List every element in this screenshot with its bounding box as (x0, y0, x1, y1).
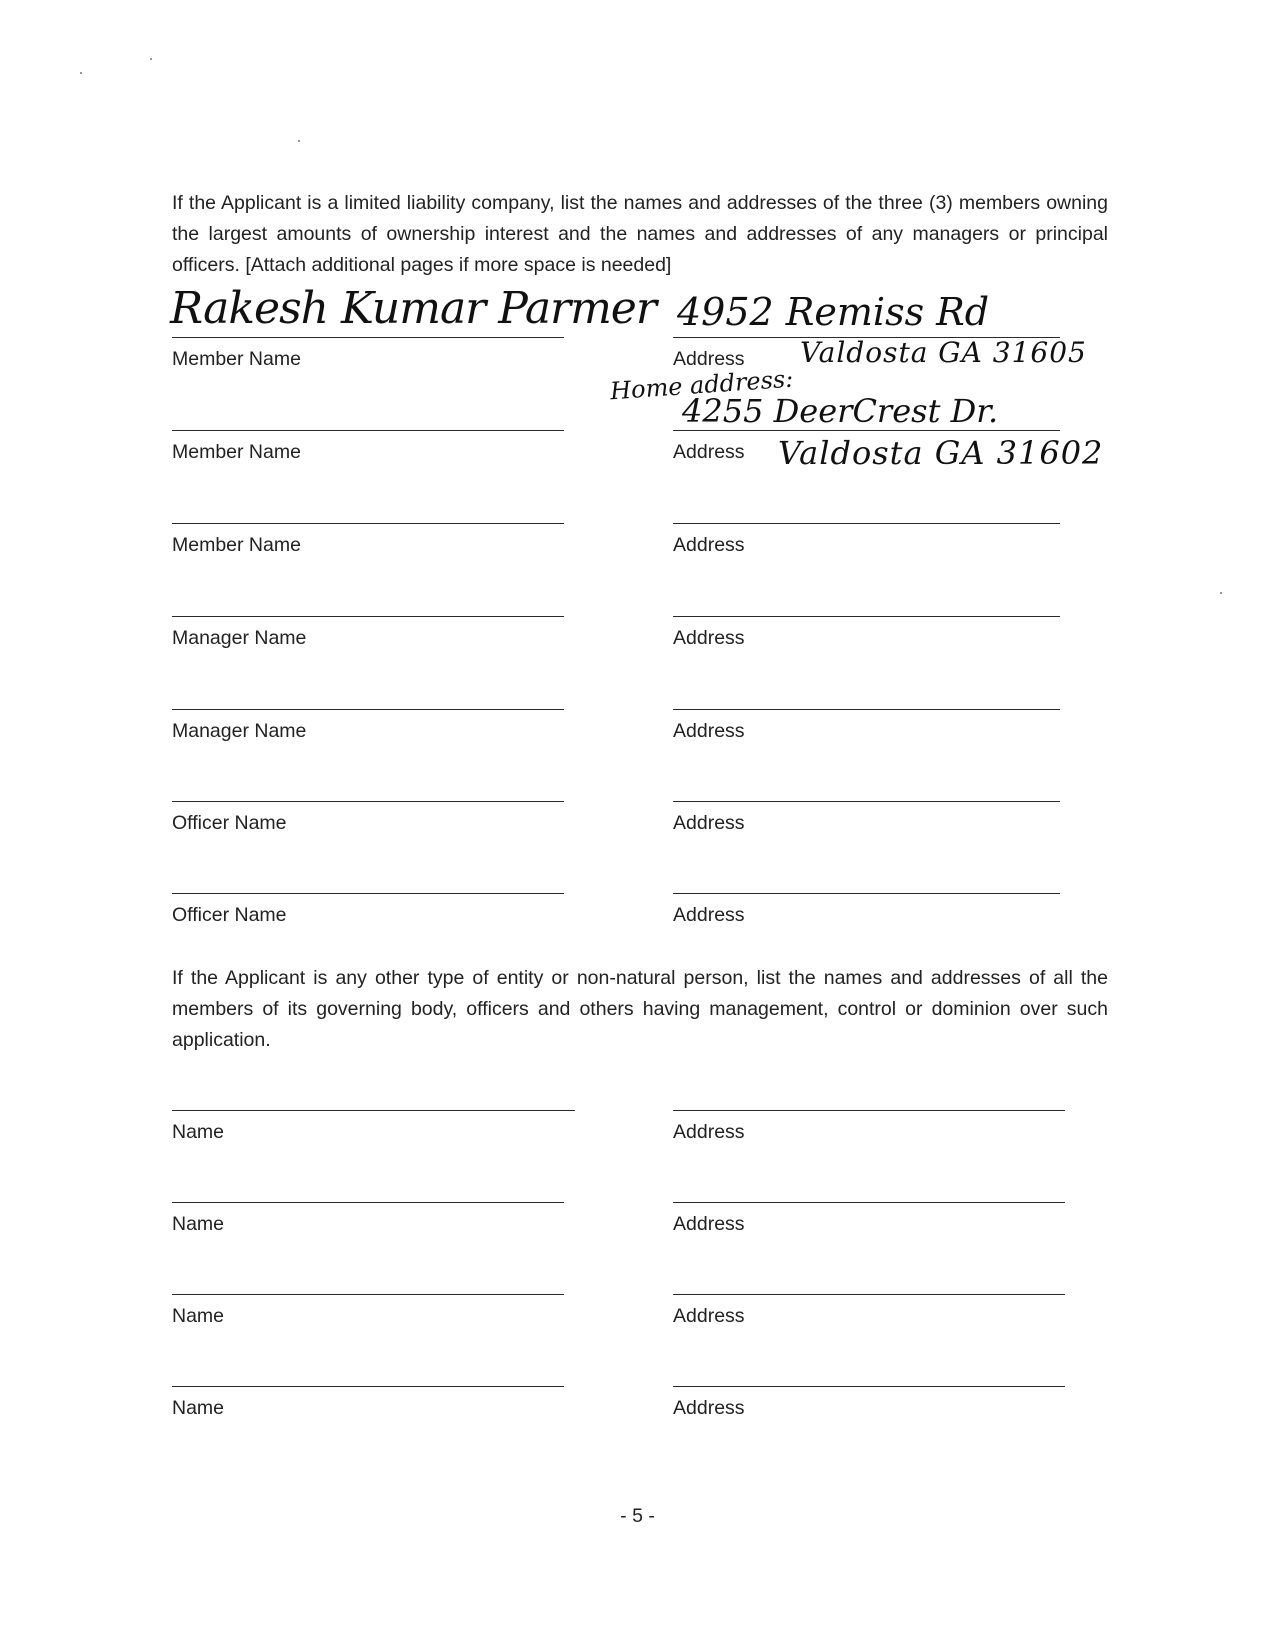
name-line[interactable] (172, 1110, 575, 1111)
handwritten-address-line2: Valdosta GA 31605 (800, 336, 1087, 369)
address-label: Address (673, 720, 745, 742)
name-line[interactable] (172, 1202, 564, 1203)
address-label: Address (673, 904, 745, 926)
scan-speck (150, 58, 152, 60)
address-line[interactable] (673, 337, 1060, 338)
address-line[interactable] (673, 523, 1060, 524)
name-label: Name (172, 1305, 225, 1327)
address-line[interactable] (673, 1386, 1065, 1387)
scan-speck (298, 140, 300, 142)
manager-name-line[interactable] (172, 709, 564, 710)
officer-name-label: Officer Name (172, 812, 287, 834)
handwritten-home-line2: Valdosta GA 31602 (778, 434, 1104, 472)
handwritten-home-note: Home address: (609, 364, 795, 406)
manager-name-label: Manager Name (172, 627, 307, 649)
address-label: Address (673, 1397, 745, 1419)
member-name-label: Member Name (172, 534, 301, 556)
address-label: Address (673, 627, 745, 649)
scan-speck (80, 72, 82, 74)
address-line[interactable] (673, 430, 1060, 431)
name-label: Name (172, 1121, 225, 1143)
page-number: - 5 - (620, 1505, 655, 1527)
manager-name-label: Manager Name (172, 720, 307, 742)
address-label: Address (673, 812, 745, 834)
name-line[interactable] (172, 1294, 564, 1295)
member-name-line[interactable] (172, 523, 564, 524)
address-line[interactable] (673, 709, 1060, 710)
address-line[interactable] (673, 893, 1060, 894)
handwritten-address-line1: 4952 Remiss Rd (677, 290, 990, 334)
member-name-label: Member Name (172, 348, 301, 370)
address-line[interactable] (673, 801, 1060, 802)
officer-name-label: Officer Name (172, 904, 287, 926)
name-label: Name (172, 1213, 225, 1235)
other-entity-instructions: If the Applicant is any other type of entity or non-natural person, list the names and addresses of all the members of its governing body, officers and others having management, control or dominion over such application. (172, 967, 1108, 1051)
name-line[interactable] (172, 1386, 564, 1387)
member-name-label: Member Name (172, 441, 301, 463)
scan-speck (1220, 592, 1222, 594)
address-label: Address (673, 1121, 745, 1143)
address-line[interactable] (673, 1110, 1065, 1111)
manager-name-line[interactable] (172, 616, 564, 617)
address-label: Address (673, 1213, 745, 1235)
officer-name-line[interactable] (172, 801, 564, 802)
officer-name-line[interactable] (172, 893, 564, 894)
address-line[interactable] (673, 616, 1060, 617)
address-label: Address (673, 1305, 745, 1327)
member-name-line[interactable] (172, 430, 564, 431)
address-label: Address (673, 348, 745, 370)
member-name-line[interactable] (172, 337, 564, 338)
name-label: Name (172, 1397, 225, 1419)
handwritten-member-name: Rakesh Kumar Parmer (170, 283, 656, 334)
handwritten-home-line1: 4255 DeerCrest Dr. (682, 392, 999, 430)
address-label: Address (673, 534, 745, 556)
address-line[interactable] (673, 1202, 1065, 1203)
address-line[interactable] (673, 1294, 1065, 1295)
address-label: Address (673, 441, 745, 463)
llc-instructions: If the Applicant is a limited liability company, list the names and addresses of the three (3) members owning the largest amounts of ownership interest and the names and addresses of any managers or principal officers. [Attach additional pages if more space is needed] (172, 192, 1108, 276)
